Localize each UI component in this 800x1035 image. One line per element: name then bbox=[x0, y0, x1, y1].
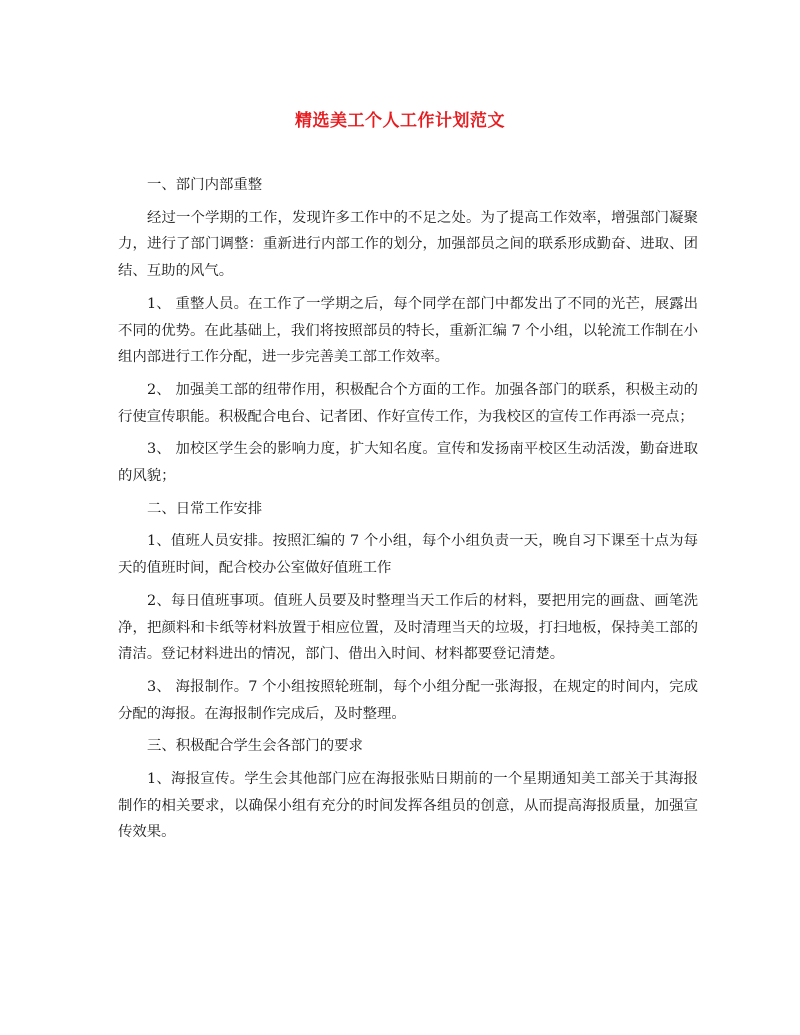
document-title: 精选美工个人工作计划范文 bbox=[295, 111, 505, 131]
document-body bbox=[118, 172, 698, 852]
section-heading-3: 三、积极配合学生会各部门的要求 bbox=[147, 738, 363, 755]
paragraph: 3、 加校区学生会的影响力度，扩大知名度。宣传和发扬南平校区生动活泼，勤奋进取的风貌； bbox=[118, 441, 698, 485]
paragraph: 3、 海报制作。7 个小组按照轮班制，每个小组分配一张海报，在规定的时间内，完成分配的海报。在海报制作完成后，及时整理。 bbox=[118, 678, 698, 722]
paragraph: 2、 加强美工部的纽带作用，积极配合个方面的工作。加强各部门的联系，积极主动的行使宣传职能。积极配合电台、记者团、作好宣传工作，为我校区的宣传工作再添一亮点； bbox=[118, 381, 698, 425]
paragraph: 1、值班人员安排。按照汇编的 7 个小组，每个小组负责一天，晚自习下课至十点为每天的值班时间，配合校办公室做好值班工作 bbox=[118, 533, 698, 577]
paragraph: 经过一个学期的工作，发现许多工作中的不足之处。为了提高工作效率，增强部门凝聚力，进行了部门调整：重新进行内部工作的划分，加强部员之间的联系形成勤奋、进取、团结、互助的风气。 bbox=[118, 209, 698, 280]
paragraph: 1、 重整人员。在工作了一学期之后，每个同学在部门中都发出了不同的光芒，展露出不同的优势。在此基础上，我们将按照部员的特长，重新汇编 7 个小组，以轮流工作制在小组内部进行工作分配，进一步完善美工部工作效率。 bbox=[118, 295, 698, 366]
section-heading-2: 二、日常工作安排 bbox=[147, 500, 263, 517]
paragraph: 2、每日值班事项。值班人员要及时整理当天工作后的材料，要把用完的画盘、画笔洗净，把颜料和卡纸等材料放置于相应位置，及时清理当天的垃圾，打扫地板，保持美工部的清洁。登记材料进出的情况，部门、借出入时间、材料都要登记清楚。 bbox=[118, 592, 698, 663]
section-heading-1: 一、部门内部重整 bbox=[147, 177, 263, 193]
paragraph: 1、海报宣传。学生会其他部门应在海报张贴日期前的一个星期通知美工部关于其海报制作的相关要求，以确保小组有充分的时间发挥各组员的创意，从而提高海报质量，加强宣传效果。 bbox=[118, 771, 698, 841]
